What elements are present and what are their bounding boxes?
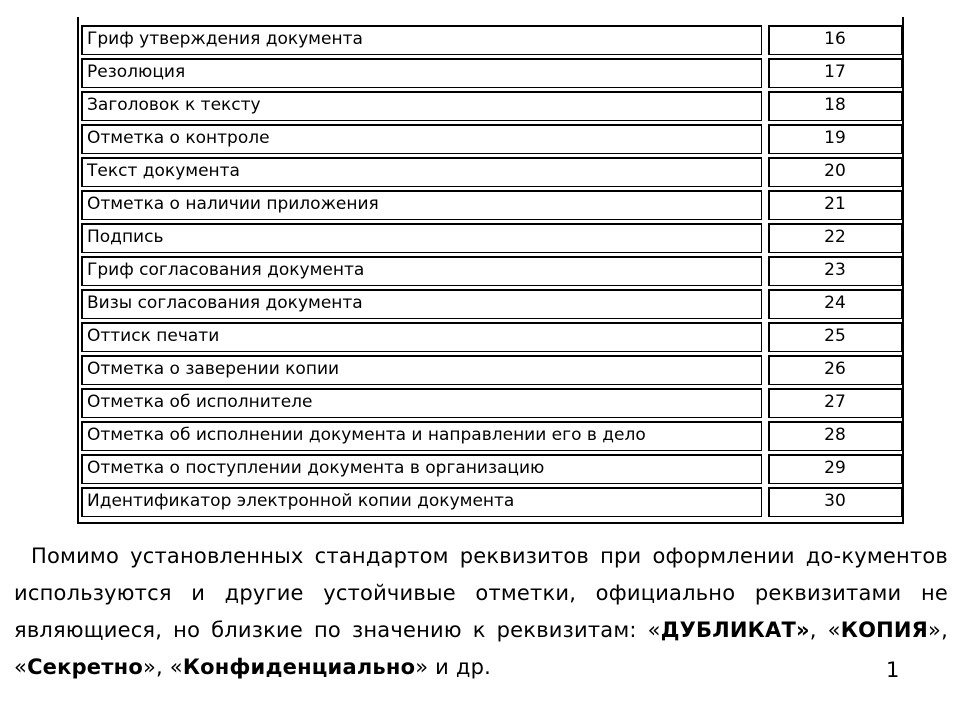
body-paragraph: Помимо установленных стандартом реквизитов при оформлении до-кументов используются и другие устойчивые отметки, официально реквизитами не являющиеся, но близкие по значению к реквизитам: «ДУБЛИКАТ», «КОПИЯ», «Секретно», «Конфиденциально» и др. xyxy=(14,544,948,679)
requisite-number-cell: 20 xyxy=(768,157,902,187)
table-row xyxy=(81,190,902,220)
term-copy: КОПИЯ xyxy=(840,618,929,642)
requisite-name-cell: Заголовок к тексту xyxy=(81,91,762,121)
paragraph-intro: Помимо установленных стандартом реквизитов при оформлении до-кументов используются и другие устойчивые отметки, официально реквизитами не являющиеся, но близкие по значению к реквизитам: xyxy=(14,544,948,642)
requisite-name-cell: Резолюция xyxy=(81,58,762,88)
requisite-name-cell: Оттиск печати xyxy=(81,322,762,352)
table-row xyxy=(81,487,902,517)
requisite-number-cell: 24 xyxy=(768,289,902,319)
term-confidential: Конфиденциально xyxy=(182,655,416,679)
requisite-name-cell: Отметка о контроле xyxy=(81,124,762,154)
table-row xyxy=(81,91,902,121)
requisite-name-cell: Визы согласования документа xyxy=(81,289,762,319)
requisite-name-cell: Отметка об исполнении документа и направлении его в дело xyxy=(81,421,762,451)
requisite-name-cell: Идентификатор электронной копии документа xyxy=(81,487,762,517)
requisite-number-cell: 23 xyxy=(768,256,902,286)
table-row xyxy=(81,454,902,484)
table-row xyxy=(81,289,902,319)
term-duplicate: ДУБЛИКАТ» xyxy=(660,618,810,642)
requisite-number-cell: 18 xyxy=(768,91,902,121)
paragraph-tail: » и др. xyxy=(415,655,492,679)
requisite-name-cell: Отметка об исполнителе xyxy=(81,388,762,418)
table-row xyxy=(81,124,902,154)
requisite-number-cell: 19 xyxy=(768,124,902,154)
table-row xyxy=(81,58,902,88)
table-row xyxy=(81,256,902,286)
requisite-number-cell: 25 xyxy=(768,322,902,352)
requisite-number-cell: 17 xyxy=(768,58,902,88)
table-row xyxy=(81,25,902,55)
requisite-name-cell: Отметка о наличии приложения xyxy=(81,190,762,220)
requisite-name-cell: Подпись xyxy=(81,223,762,253)
requisite-number-cell: 27 xyxy=(768,388,902,418)
table-row xyxy=(81,322,902,352)
page-number: 1 xyxy=(886,658,900,682)
requisite-name-cell: Гриф согласования документа xyxy=(81,256,762,286)
table-row xyxy=(81,421,902,451)
requisite-name-cell: Отметка о поступлении документа в организацию xyxy=(81,454,762,484)
term-secret: Секретно xyxy=(27,655,143,679)
requisite-name-cell: Текст документа xyxy=(81,157,762,187)
requisite-name-cell: Отметка о заверении копии xyxy=(81,355,762,385)
requisite-number-cell: 21 xyxy=(768,190,902,220)
table-row xyxy=(81,388,902,418)
table-row xyxy=(81,157,902,187)
requisite-number-cell: 16 xyxy=(768,25,902,55)
requisite-number-cell: 26 xyxy=(768,355,902,385)
requisite-number-cell: 30 xyxy=(768,487,902,517)
requisite-name-cell: Гриф утверждения документа xyxy=(81,25,762,55)
table-row xyxy=(81,223,902,253)
requisite-number-cell: 29 xyxy=(768,454,902,484)
requisite-number-cell: 22 xyxy=(768,223,902,253)
table-row xyxy=(81,355,902,385)
requisite-number-cell: 28 xyxy=(768,421,902,451)
